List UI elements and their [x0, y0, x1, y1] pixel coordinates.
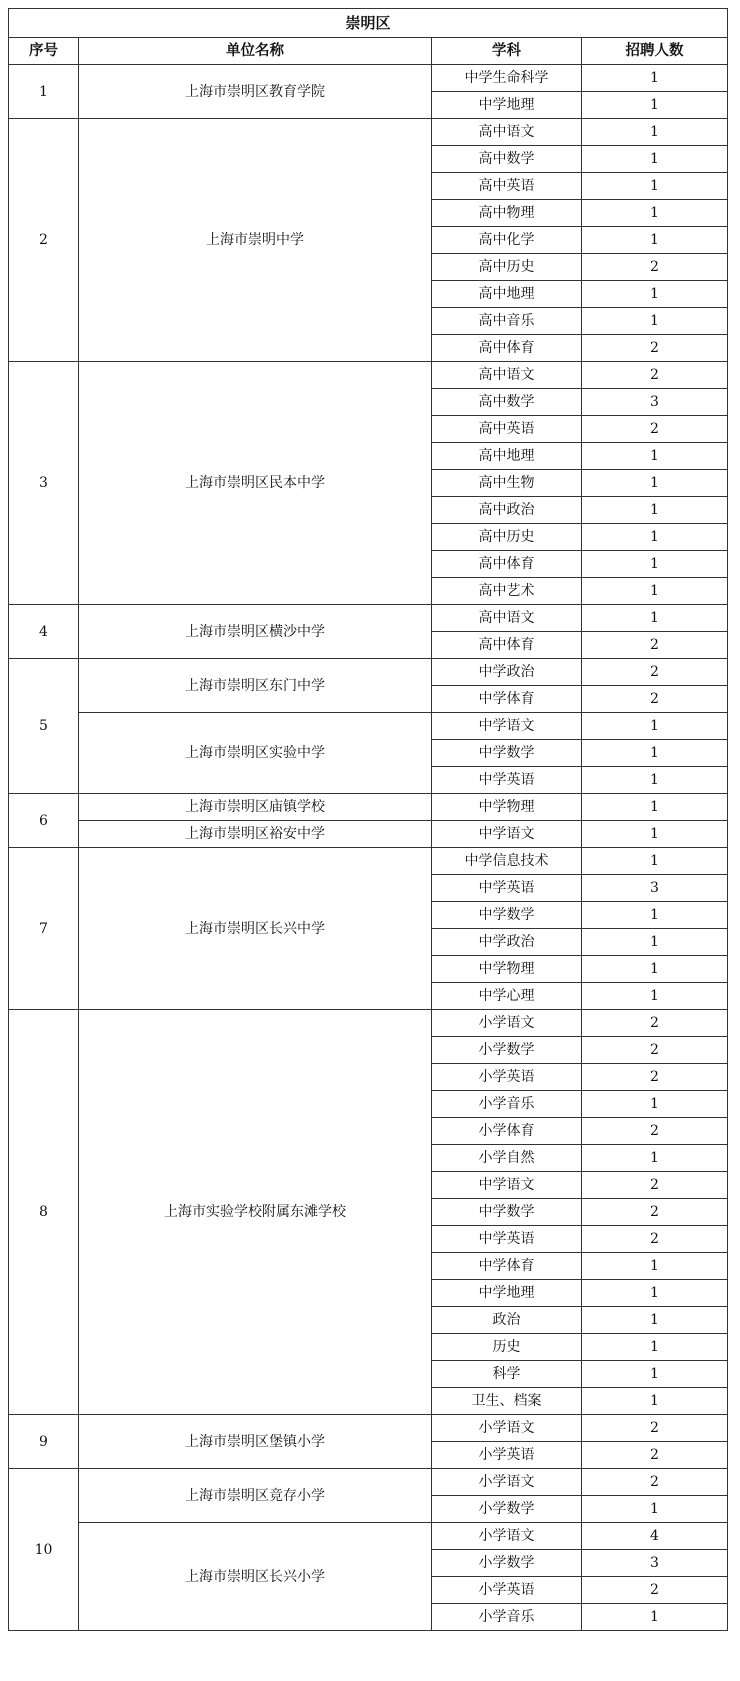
- unit-name-cell: 上海市崇明区庙镇学校: [79, 794, 432, 821]
- subject-cell: 高中历史: [432, 254, 582, 281]
- count-cell: 2: [582, 1577, 728, 1604]
- subject-cell: 中学体育: [432, 686, 582, 713]
- count-cell: 2: [582, 416, 728, 443]
- subject-cell: 高中艺术: [432, 578, 582, 605]
- count-cell: 2: [582, 1118, 728, 1145]
- table-row: [9, 713, 728, 740]
- recruitment-table-container: [8, 8, 728, 1631]
- subject-cell: 中学语文: [432, 713, 582, 740]
- subject-cell: 小学数学: [432, 1550, 582, 1577]
- subject-cell: 小学英语: [432, 1064, 582, 1091]
- subject-cell: 中学信息技术: [432, 848, 582, 875]
- subject-cell: 小学语文: [432, 1010, 582, 1037]
- subject-cell: 高中物理: [432, 200, 582, 227]
- unit-name-cell: 上海市崇明区教育学院: [79, 65, 432, 119]
- table-row: [9, 119, 728, 146]
- count-cell: 1: [582, 1334, 728, 1361]
- seq-cell: 7: [9, 848, 79, 1010]
- subject-cell: 高中体育: [432, 632, 582, 659]
- subject-cell: 中学数学: [432, 902, 582, 929]
- seq-cell: 9: [9, 1415, 79, 1469]
- count-cell: 1: [582, 902, 728, 929]
- subject-cell: 高中语文: [432, 119, 582, 146]
- count-cell: 1: [582, 1253, 728, 1280]
- count-cell: 2: [582, 362, 728, 389]
- subject-cell: 高中地理: [432, 281, 582, 308]
- subject-cell: 小学语文: [432, 1523, 582, 1550]
- unit-name-cell: 上海市崇明区长兴中学: [79, 848, 432, 1010]
- subject-cell: 科学: [432, 1361, 582, 1388]
- count-cell: 1: [582, 227, 728, 254]
- subject-cell: 中学英语: [432, 1226, 582, 1253]
- unit-name-cell: 上海市崇明区堡镇小学: [79, 1415, 432, 1469]
- subject-cell: 中学地理: [432, 92, 582, 119]
- header-subject: 学科: [432, 38, 582, 65]
- count-cell: 1: [582, 551, 728, 578]
- table-row: [9, 362, 728, 389]
- subject-cell: 小学数学: [432, 1037, 582, 1064]
- subject-cell: 小学体育: [432, 1118, 582, 1145]
- subject-cell: 小学数学: [432, 1496, 582, 1523]
- table-row: [9, 821, 728, 848]
- count-cell: 1: [582, 605, 728, 632]
- header-seq: 序号: [9, 38, 79, 65]
- table-row: [9, 659, 728, 686]
- unit-name-cell: 上海市实验学校附属东滩学校: [79, 1010, 432, 1415]
- title-row: [9, 9, 728, 38]
- count-cell: 1: [582, 956, 728, 983]
- table-body: [9, 65, 728, 1631]
- subject-cell: 高中化学: [432, 227, 582, 254]
- count-cell: 1: [582, 443, 728, 470]
- count-cell: 2: [582, 1469, 728, 1496]
- subject-cell: 高中数学: [432, 146, 582, 173]
- table-row: [9, 1523, 728, 1550]
- subject-cell: 小学英语: [432, 1442, 582, 1469]
- count-cell: 1: [582, 821, 728, 848]
- seq-cell: 10: [9, 1469, 79, 1631]
- count-cell: 1: [582, 524, 728, 551]
- subject-cell: 中学心理: [432, 983, 582, 1010]
- count-cell: 1: [582, 929, 728, 956]
- subject-cell: 高中数学: [432, 389, 582, 416]
- subject-cell: 高中英语: [432, 173, 582, 200]
- table-row: [9, 605, 728, 632]
- count-cell: 1: [582, 1145, 728, 1172]
- count-cell: 2: [582, 1442, 728, 1469]
- seq-cell: 1: [9, 65, 79, 119]
- subject-cell: 中学地理: [432, 1280, 582, 1307]
- count-cell: 1: [582, 1307, 728, 1334]
- count-cell: 2: [582, 1415, 728, 1442]
- count-cell: 1: [582, 713, 728, 740]
- subject-cell: 中学政治: [432, 929, 582, 956]
- subject-cell: 小学自然: [432, 1145, 582, 1172]
- count-cell: 3: [582, 1550, 728, 1577]
- table-row: [9, 1469, 728, 1496]
- subject-cell: 高中历史: [432, 524, 582, 551]
- count-cell: 1: [582, 1091, 728, 1118]
- seq-cell: 5: [9, 659, 79, 794]
- count-cell: 1: [582, 470, 728, 497]
- subject-cell: 政治: [432, 1307, 582, 1334]
- count-cell: 1: [582, 173, 728, 200]
- subject-cell: 高中英语: [432, 416, 582, 443]
- subject-cell: 小学语文: [432, 1469, 582, 1496]
- count-cell: 2: [582, 1172, 728, 1199]
- recruitment-table: [8, 8, 728, 1631]
- subject-cell: 高中语文: [432, 362, 582, 389]
- subject-cell: 中学物理: [432, 794, 582, 821]
- count-cell: 2: [582, 659, 728, 686]
- count-cell: 1: [582, 983, 728, 1010]
- subject-cell: 中学数学: [432, 1199, 582, 1226]
- count-cell: 1: [582, 308, 728, 335]
- count-cell: 1: [582, 1496, 728, 1523]
- subject-cell: 中学英语: [432, 875, 582, 902]
- subject-cell: 历史: [432, 1334, 582, 1361]
- count-cell: 4: [582, 1523, 728, 1550]
- subject-cell: 中学物理: [432, 956, 582, 983]
- unit-name-cell: 上海市崇明区竞存小学: [79, 1469, 432, 1523]
- count-cell: 1: [582, 794, 728, 821]
- subject-cell: 卫生、档案: [432, 1388, 582, 1415]
- count-cell: 2: [582, 1199, 728, 1226]
- count-cell: 2: [582, 1037, 728, 1064]
- subject-cell: 高中地理: [432, 443, 582, 470]
- subject-cell: 中学政治: [432, 659, 582, 686]
- header-row: [9, 38, 728, 65]
- count-cell: 1: [582, 1604, 728, 1631]
- unit-name-cell: 上海市崇明区实验中学: [79, 713, 432, 794]
- count-cell: 1: [582, 578, 728, 605]
- table-row: [9, 848, 728, 875]
- count-cell: 2: [582, 1010, 728, 1037]
- subject-cell: 高中体育: [432, 551, 582, 578]
- subject-cell: 中学语文: [432, 821, 582, 848]
- subject-cell: 小学语文: [432, 1415, 582, 1442]
- count-cell: 2: [582, 632, 728, 659]
- count-cell: 1: [582, 767, 728, 794]
- subject-cell: 高中音乐: [432, 308, 582, 335]
- subject-cell: 小学音乐: [432, 1091, 582, 1118]
- header-unit-name: 单位名称: [79, 38, 432, 65]
- unit-name-cell: 上海市崇明区长兴小学: [79, 1523, 432, 1631]
- subject-cell: 小学音乐: [432, 1604, 582, 1631]
- count-cell: 2: [582, 1226, 728, 1253]
- count-cell: 1: [582, 497, 728, 524]
- unit-name-cell: 上海市崇明区民本中学: [79, 362, 432, 605]
- count-cell: 1: [582, 65, 728, 92]
- count-cell: 3: [582, 389, 728, 416]
- unit-name-cell: 上海市崇明区横沙中学: [79, 605, 432, 659]
- header-count: 招聘人数: [582, 38, 728, 65]
- subject-cell: 高中生物: [432, 470, 582, 497]
- seq-cell: 8: [9, 1010, 79, 1415]
- subject-cell: 中学体育: [432, 1253, 582, 1280]
- count-cell: 2: [582, 335, 728, 362]
- table-row: [9, 1010, 728, 1037]
- subject-cell: 高中语文: [432, 605, 582, 632]
- unit-name-cell: 上海市崇明区东门中学: [79, 659, 432, 713]
- count-cell: 1: [582, 1388, 728, 1415]
- table-row: [9, 1415, 728, 1442]
- seq-cell: 6: [9, 794, 79, 848]
- count-cell: 1: [582, 146, 728, 173]
- subject-cell: 中学生命科学: [432, 65, 582, 92]
- seq-cell: 4: [9, 605, 79, 659]
- count-cell: 3: [582, 875, 728, 902]
- subject-cell: 小学英语: [432, 1577, 582, 1604]
- unit-name-cell: 上海市崇明区裕安中学: [79, 821, 432, 848]
- table-row: [9, 794, 728, 821]
- count-cell: 1: [582, 848, 728, 875]
- count-cell: 2: [582, 686, 728, 713]
- table-title: 崇明区: [9, 9, 728, 38]
- subject-cell: 中学数学: [432, 740, 582, 767]
- count-cell: 1: [582, 119, 728, 146]
- seq-cell: 2: [9, 119, 79, 362]
- count-cell: 1: [582, 200, 728, 227]
- subject-cell: 中学英语: [432, 767, 582, 794]
- count-cell: 1: [582, 92, 728, 119]
- count-cell: 1: [582, 281, 728, 308]
- subject-cell: 高中体育: [432, 335, 582, 362]
- count-cell: 1: [582, 1361, 728, 1388]
- count-cell: 2: [582, 254, 728, 281]
- unit-name-cell: 上海市崇明中学: [79, 119, 432, 362]
- seq-cell: 3: [9, 362, 79, 605]
- table-row: [9, 65, 728, 92]
- count-cell: 1: [582, 740, 728, 767]
- subject-cell: 中学语文: [432, 1172, 582, 1199]
- count-cell: 1: [582, 1280, 728, 1307]
- count-cell: 2: [582, 1064, 728, 1091]
- subject-cell: 高中政治: [432, 497, 582, 524]
